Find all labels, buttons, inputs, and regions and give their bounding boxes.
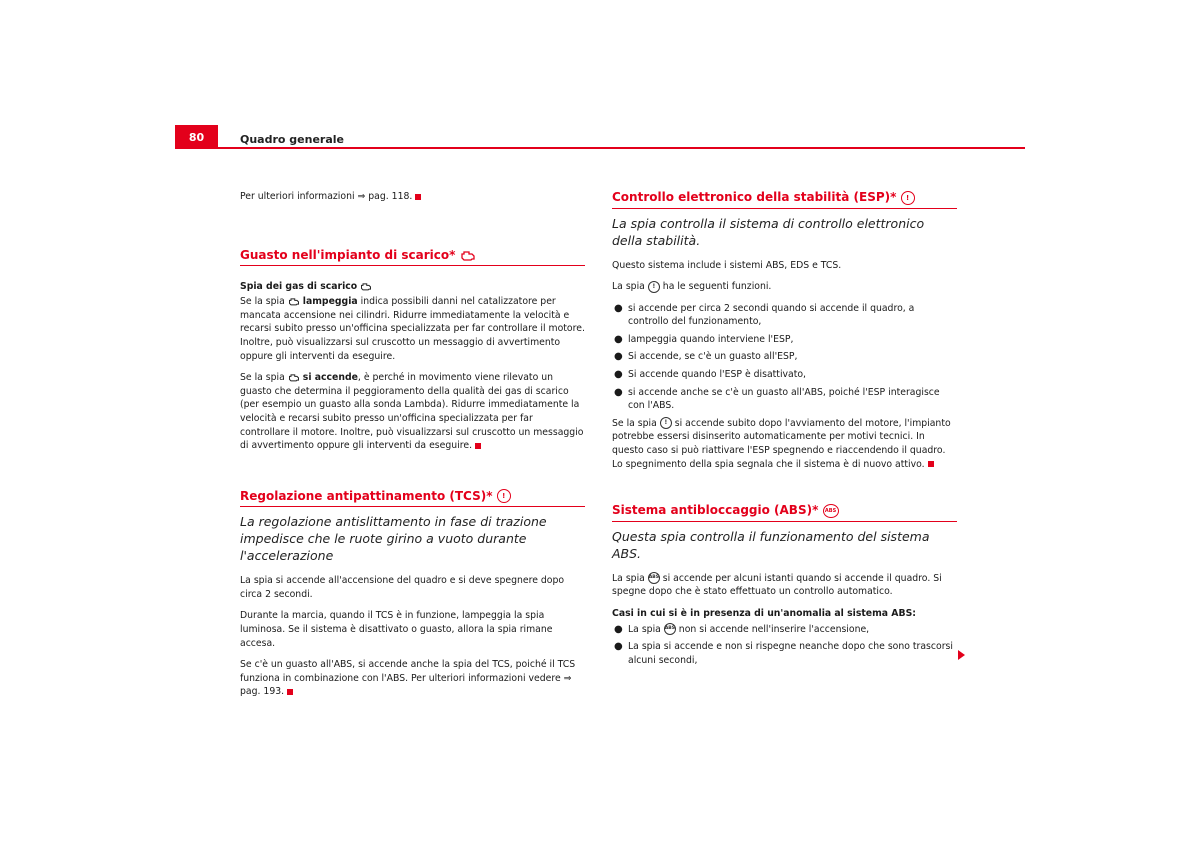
list-item — [612, 368, 957, 382]
abs-paragraph-1 — [612, 572, 957, 599]
bullet-icon: ● — [614, 302, 623, 314]
end-mark — [928, 461, 934, 467]
abs-warning-icon: ABS — [648, 572, 660, 584]
abs-subheading: Casi in cui si è in presenza di un'anomalia al sistema ABS: — [612, 607, 916, 619]
engine-icon — [288, 297, 300, 306]
bullet-icon: ● — [614, 641, 623, 653]
list-item-text: Si accende quando l'ESP è disattivato, — [628, 369, 807, 381]
abs-lead: Questa spia controlla il funzionamento del sistema ABS. — [612, 528, 930, 561]
header-rule — [175, 147, 1025, 149]
bullet-icon: ● — [614, 333, 623, 345]
text: La spia — [612, 281, 645, 293]
text: indica possibili danni nel catalizzatore per mancata accensione nei cilindri. Ridurre immediatamente la velocità e recarsi subito presso un'officina specializzata per far controllare il motore. Inoltre, può visualizzarsi sul cruscotto un messaggio di avvertimento oppure gli interventi da eseguire. — [240, 296, 585, 362]
end-mark — [475, 443, 481, 449]
list-item — [612, 623, 957, 637]
esp-lead: La spia controlla il sistema di controllo elettronico della stabilità. — [612, 215, 925, 248]
text: La spia — [628, 623, 661, 635]
esp-paragraph-2 — [612, 280, 957, 294]
list-item — [612, 386, 957, 413]
list-item — [612, 640, 957, 667]
exhaust-subheading-text: Spia dei gas di scarico — [240, 280, 358, 292]
esp-heading-text: Controllo elettronico della stabilità (ESP)* — [612, 190, 897, 204]
list-item-text: La spia si accende e non si rispegne neanche dopo che sono trascorsi alcuni secondi, — [628, 641, 953, 666]
abs-warning-icon: ABS — [664, 623, 676, 635]
right-column — [612, 190, 957, 671]
text: ha le seguenti funzioni. — [662, 281, 772, 293]
exhaust-paragraph-2 — [240, 371, 585, 453]
tcs-paragraph-1: La spia si accende all'accensione del quadro e si deve spegnere dopo circa 2 secondi. — [240, 575, 565, 600]
abs-warning-icon: ABS — [823, 504, 839, 518]
continue-arrow-icon — [958, 650, 965, 660]
text: non si accende nell'inserire l'accensione, — [678, 623, 870, 635]
text: , è perché in movimento viene rilevato un guasto che determina il peggioramento della qualità dei gas di scarico (per esempio un guasto alla sonda Lambda). Ridurre immediatamente la velocità e recarsi subito presso un'officina specializzata per far controllare il motore. Inoltre, può visualizzarsi sul cruscotto un messaggio di avvertimento oppure gli interventi da eseguire. — [240, 372, 584, 452]
tcs-lead: La regolazione antislittamento in fase di trazione impedisce che le ruote girino a vuoto durante l'accelerazione — [240, 514, 547, 564]
stability-warning-icon: ! — [497, 489, 511, 503]
text: Se la spia — [612, 417, 657, 429]
engine-icon — [360, 282, 372, 291]
text: si accende per alcuni istanti quando si accende il quadro. Si spegne dopo che è stato effettuato un controllo automatico. — [612, 572, 942, 598]
list-item-text: si accende per circa 2 secondi quando si accende il quadro, a controllo del funzionamento, — [628, 302, 915, 328]
end-mark — [287, 689, 293, 695]
esp-heading — [612, 190, 957, 209]
exhaust-heading — [240, 248, 585, 266]
intro-text: Per ulteriori informazioni ⇒ pag. 118. — [240, 191, 413, 202]
end-mark — [415, 194, 421, 200]
left-column — [240, 190, 585, 707]
list-item-text: si accende anche se c'è un guasto all'ABS, poiché l'ESP interagisce con l'ABS. — [628, 386, 940, 412]
engine-icon — [288, 373, 300, 382]
esp-paragraph-1: Questo sistema include i sistemi ABS, EDS e TCS. — [612, 259, 842, 271]
bullet-icon: ● — [614, 623, 623, 635]
bullet-icon: ● — [614, 369, 623, 381]
intro-paragraph — [240, 190, 585, 204]
list-item — [612, 302, 957, 329]
abs-heading — [612, 503, 957, 522]
text: si accende subito dopo l'avviamento del motore, l'impianto potrebbe essersi disinserito automaticamente per motivi tecnici. In questo caso si può riattivare l'ESP spegnendo e riaccendendo il quadro. Lo spegnimento della spia segnala che il sistema è di nuovo attivo. — [612, 417, 951, 470]
exhaust-paragraph-1 — [240, 295, 585, 363]
abs-heading-text: Sistema antibloccaggio (ABS)* — [612, 503, 819, 518]
bullet-icon: ● — [614, 351, 623, 363]
stability-warning-icon: ! — [901, 191, 915, 205]
text: La spia — [612, 572, 645, 584]
text: Se la spia — [240, 372, 285, 384]
exhaust-heading-text: Guasto nell'impianto di scarico* — [240, 247, 456, 262]
esp-paragraph-3 — [612, 417, 957, 471]
stability-warning-icon: ! — [648, 281, 660, 293]
bullet-icon: ● — [614, 386, 623, 398]
bold-text: lampeggia — [302, 296, 358, 308]
list-item-text: lampeggia quando interviene l'ESP, — [628, 333, 794, 345]
tcs-paragraph-3 — [240, 658, 585, 699]
text: Se la spia — [240, 296, 285, 308]
tcs-heading-text: Regolazione antipattinamento (TCS)* — [240, 488, 493, 503]
bold-text: si accende — [302, 372, 358, 384]
tcs-paragraph-2: Durante la marcia, quando il TCS è in funzione, lampeggia la spia luminosa. Se il sistema è disattivato o guasto, allora la spia rimane accesa. — [240, 610, 553, 649]
tcs-heading — [240, 489, 585, 508]
list-item — [612, 350, 957, 364]
stability-warning-icon: ! — [660, 417, 672, 429]
engine-icon — [460, 250, 476, 261]
list-item — [612, 333, 957, 347]
text: Se c'è un guasto all'ABS, si accende anche la spia del TCS, poiché il TCS funziona in combinazione con l'ABS. Per ulteriori informazioni vedere ⇒ pag. 193. — [240, 659, 576, 698]
page-number: 80 — [175, 125, 218, 147]
section-title: Quadro generale — [240, 133, 344, 146]
exhaust-subheading — [240, 280, 585, 294]
list-item-text: Si accende, se c'è un guasto all'ESP, — [628, 351, 798, 363]
